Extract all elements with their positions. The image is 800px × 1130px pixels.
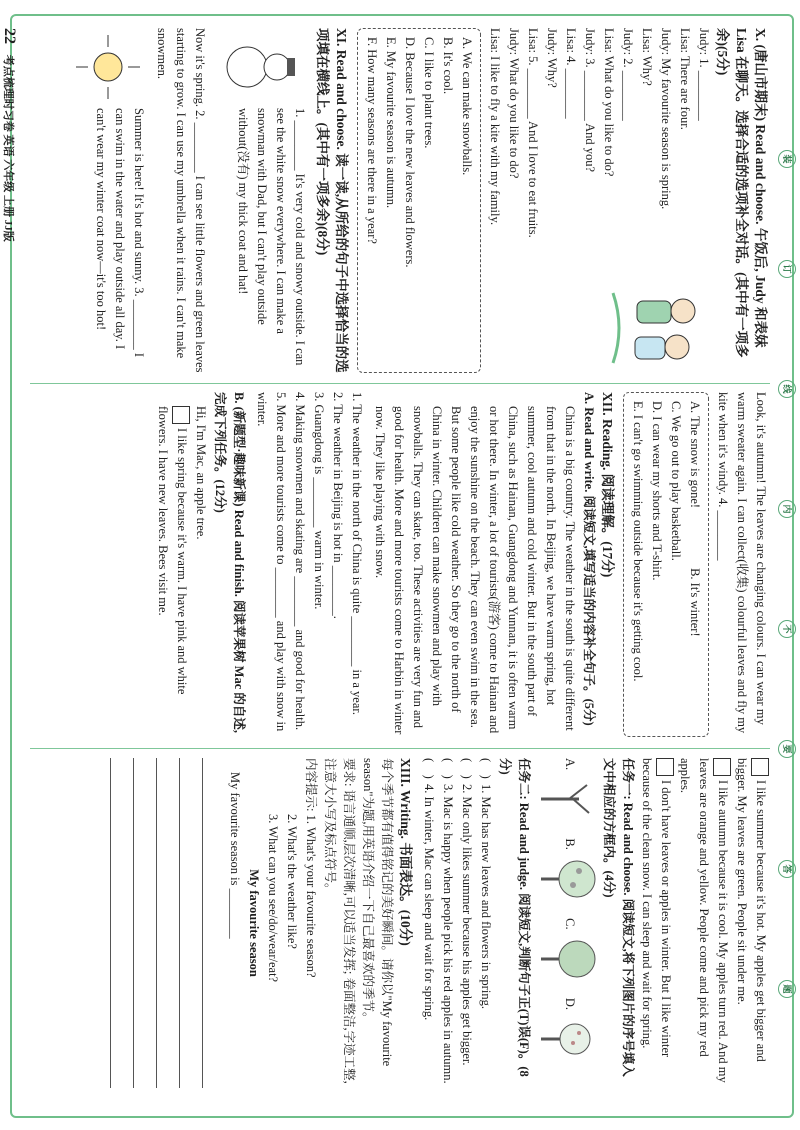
sun-icon — [68, 28, 148, 106]
writing-requirements: 要求: 语言通顺,层次清晰,可以适当发挥; 卷面整洁,字迹工整,注意大小写及标点符号。 — [322, 758, 356, 1084]
part-a-title: A. Read and write. 阅读短文,填写适当的内容补全句子。(5分) — [582, 392, 596, 726]
question-item: 4. Making snowmen and skating are ________ and good for health. — [293, 392, 307, 731]
binding-char: 内 — [778, 500, 796, 518]
column-divider — [30, 748, 770, 749]
series-name: 考点梳理时习卷 英语 六年级 上册 JJ版 — [2, 54, 14, 242]
tree-label-c: C. — [562, 918, 577, 930]
binding-char: 订 — [778, 260, 796, 278]
question-item: 3. Guangdong is ________ warm in winter. — [312, 392, 326, 610]
mac-spring: I like spring because it's warm. I have pink and white flowers. I have new leaves. Bees visit me. — [155, 406, 189, 695]
flowering-tree-icon — [539, 1013, 599, 1065]
answer-box[interactable] — [172, 406, 190, 424]
dialogue-line: Judy: 2. ________ — [621, 28, 635, 121]
hint-item: 2. What's the weather like? — [284, 814, 299, 949]
writing-line[interactable] — [202, 758, 225, 1088]
tree-label-a: A. — [562, 758, 577, 771]
writing-line[interactable] — [110, 758, 133, 1088]
summer-illustration — [62, 28, 148, 108]
hint-item: 3. What can you see/do/wear/eat? — [265, 814, 280, 983]
section-11-title: XI. Read and choose. 读一读,从所给的句子中选择恰当的选项填在横线上。(其中有一项多余)(8分) — [315, 28, 349, 373]
bare-tree-icon — [539, 773, 599, 825]
dialogue-line: Judy: 1. ________ — [697, 28, 711, 121]
mac-autumn: I like autumn because it is cool. My apples turn red. And my leaves are orange and yellow. People come and pick my red apples. — [677, 758, 730, 1083]
binding-char: 题 — [778, 980, 796, 998]
talking-kids-icon — [593, 283, 713, 373]
question-item: 5. More and more tourists come to ________ and play with snow in winter. — [255, 392, 288, 732]
leafy-tree-icon — [539, 933, 599, 985]
writing-line[interactable] — [179, 758, 202, 1088]
judge-item: ( )3. Mac is happy when people pick his red apples in autumn. — [440, 758, 455, 1084]
reading-passage: China is a big country. The weather in the south is quite different from that in the north. In Beijing, we have warm spring, hot summer, cool autumn and cold winter. But in the south part of China, such as Hainan, Guangdong and Yunnan, it is often warm or hot there. In winter, a lot of tourists(游客) come to Hainan and enjoy the sunshine on the beach. They can even swim in the sea. But some people like cold weather. So they go to the north of China in winter. Children can make snowmen and play with snowballs. They can skate, too. These activities are very fun and good for health. More and more tourists come to Harbin in winter now. They like playing with snow. — [373, 406, 577, 735]
option-item: A. We can make snowballs. — [460, 37, 474, 176]
writing-line[interactable] — [133, 758, 156, 1088]
judge-item: ( )1. Mac has new leaves and flowers in spring. — [478, 758, 493, 1009]
binding-char: 答 — [778, 860, 796, 878]
dialogue-line: Lisa: There are four. — [678, 28, 692, 130]
judge-item: ( )4. In winter, Mac can sleep and wait for spring. — [421, 758, 436, 1021]
answer-box[interactable] — [656, 758, 674, 776]
option-item: F. How many seasons are there in a year? — [365, 37, 379, 244]
dialogue-line: Judy: My favourite season is spring. — [659, 28, 673, 210]
column-3 — [30, 758, 770, 1088]
section-10-options — [357, 28, 481, 373]
tree-pictures — [533, 758, 599, 1088]
writing-intro: 每个季节都有值得铭记的美好瞬间。请你以"My favourite season"为题,用英语介绍一下自己最喜欢的季节。 — [360, 758, 394, 1067]
option-item: D. Because I love the new leaves and flowers. — [403, 37, 417, 268]
column-1 — [30, 28, 770, 373]
page-number: 22 — [1, 28, 18, 44]
kids-illustration — [485, 283, 713, 373]
mac-summer: I like summer because it's hot. My apples get bigger and bigger. My leaves are green. People sit under me. — [734, 758, 768, 1062]
binding-strip — [776, 0, 800, 1130]
winter-paragraph: 1. ________ It's very cold and snowy outside. I can see the white snow everywhere. I can make a snowman with Dad, but I can't play outside without(没有) my thick coat and hat! — [236, 108, 307, 366]
column-divider — [30, 383, 770, 384]
essay-first-line[interactable]: My favourite season is ________ — [227, 772, 242, 939]
snowman-icon — [219, 28, 309, 106]
option-item: B. It's cool. — [441, 37, 455, 95]
section-11-options — [623, 392, 709, 737]
dialogue-line: Lisa: Why? — [640, 28, 654, 86]
column-2 — [30, 392, 770, 737]
tree-label-d: D. — [562, 997, 577, 1010]
writing-line[interactable] — [156, 758, 179, 1088]
question-item: 2. The weather in Beijing is hot in ________. — [331, 392, 345, 619]
hints-line: 内容提示: 1. What's your favourite season? — [303, 758, 318, 978]
dialogue-line: Lisa: What do you like to do? — [602, 28, 616, 177]
winter-illustration — [213, 28, 309, 108]
judge-item: ( )2. Mac only likes summer because his apples get bigger. — [459, 758, 474, 1066]
task-1-title: 任务一: Read and choose. 阅读短文,将下列图片的序号填入文中相应的方框内。(4分) — [601, 758, 635, 1077]
binding-char: 要 — [778, 740, 796, 758]
binding-char: 装 — [778, 150, 796, 168]
autumn-paragraph: Look, it's autumn! The leaves are changing colours. I can wear my warm sweater again. I can collect(收集) colourful leaves and fly my kite when it's windy. 4. ________ — [716, 392, 768, 734]
dialogue-line: Lisa: 4. ________ — [564, 28, 578, 119]
task-2-title: 任务二: Read and judge. 阅读短文,判断句子正(T)误(F)。(8分) — [497, 758, 531, 1077]
answer-box[interactable] — [713, 758, 731, 776]
mac-intro: Hi, I'm Mac, an apple tree. — [194, 406, 208, 540]
section-12-title: XII. Reading. 阅读理解。(17分) — [600, 392, 615, 578]
spring-paragraph: Now it's spring. 2. ________ I can see little flowers and green leaves starting to grow. I can use my umbrella when it rains. I can't make snowmen. — [155, 28, 207, 373]
dialogue-line: Lisa: 5. ________ And I love to eat fruits. — [526, 28, 540, 238]
apple-tree-icon — [539, 853, 599, 905]
dialogue-line: Lisa: I like to fly a kite with my family. — [488, 28, 502, 226]
question-item: 1. The weather in the north of China is quite ________ in a year. — [350, 392, 364, 715]
binding-char: 不 — [778, 620, 796, 638]
option-item: A. The snow is gone!B. It's winter! — [688, 401, 702, 637]
section-10-title: X. (唐山市期末) Read and choose. 午饭后, Judy 和表妹 Lisa 在聊天。选择合适的选项补全对话。(其中有一项多余)(5分) — [715, 28, 768, 358]
summer-paragraph: Summer is here! It's hot and sunny. 3. ________ I can swim in the water and play outside all day. I can't wear my winter coat now—it's too hot! — [94, 108, 146, 357]
option-item: E. I can't go swimming outside because it's getting cool. — [631, 401, 645, 682]
essay-title: My favourite season — [246, 869, 261, 977]
dialogue-line: Judy: What do you like to do? — [507, 28, 521, 179]
option-item: C. I like to plant trees. — [422, 37, 436, 149]
option-item: E. My favourite season is autumn. — [384, 37, 398, 209]
page-footer — [0, 28, 18, 242]
binding-char: 线 — [778, 380, 796, 398]
part-b-title: B. (新题型·趣味新课) Read and finish. 阅读苹果树 Mac 的自述,完成下列任务。(12分) — [213, 392, 246, 733]
option-item: C. We go out to play basketball. — [669, 401, 683, 561]
tree-label-b: B. — [562, 838, 577, 850]
answer-box[interactable] — [751, 758, 769, 776]
dialogue-line: Judy: 3. ________ And you? — [583, 28, 597, 173]
dialogue-line: Judy: Why? — [545, 28, 559, 88]
option-item: D. I can wear my shorts and T-shirt. — [650, 401, 664, 581]
section-13-title: XIII. Writing. 书面表达。(10分) — [397, 758, 413, 946]
mac-winter: I don't have leaves or apples in winter. But I like winter because of the clean snow. I can sleep and wait for spring. — [639, 758, 673, 1058]
